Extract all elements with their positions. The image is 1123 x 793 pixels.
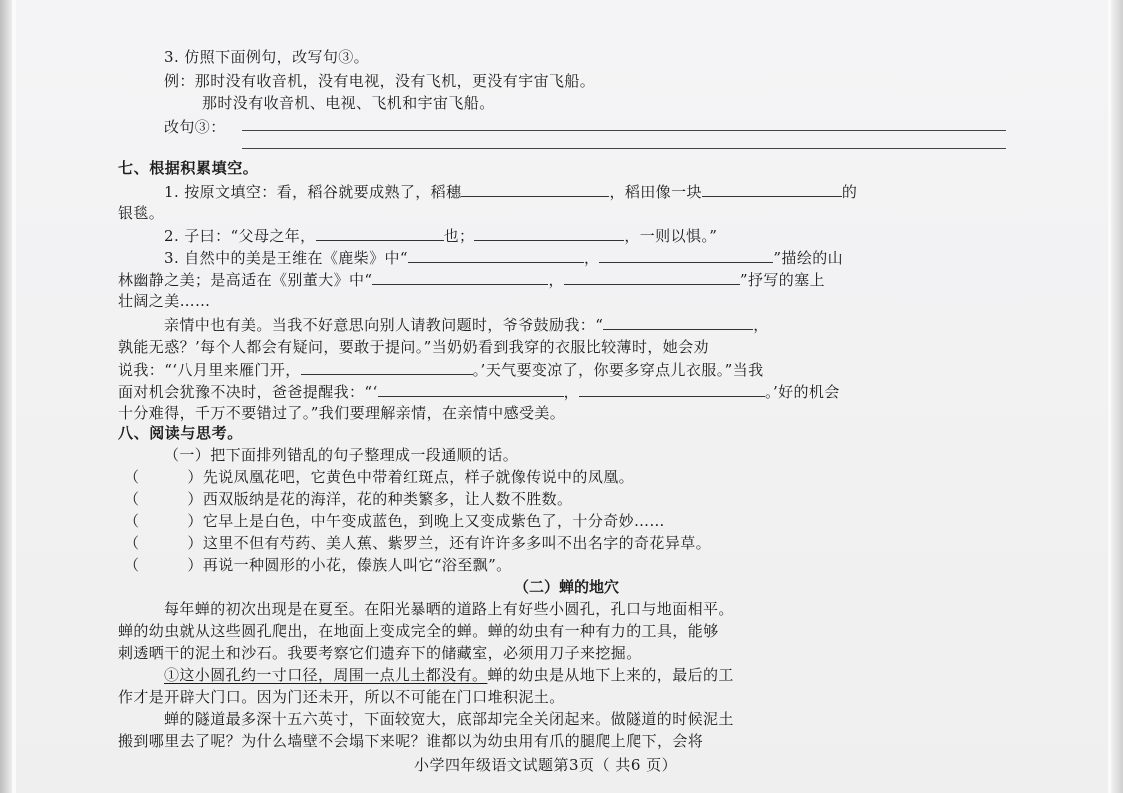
family-paragraph-line-3 (118, 358, 763, 381)
rewrite-label: 改句③： (164, 118, 226, 136)
fill-item-3-text-a: 3. 自然中的美是王维在《鹿柴》中“ (164, 249, 408, 267)
passage-para-2-rest: 蝉的幼虫是从地下上来的，最后的工 (487, 666, 734, 684)
page-edge-left (0, 0, 12, 793)
order-bracket-open: （ (124, 512, 140, 530)
underlined-sentence-1: ①这小圆孔约一寸口径，周围一点儿土都没有。 (164, 666, 488, 684)
exam-sheet (16, 0, 1108, 793)
order-bracket-close: ） (187, 512, 203, 530)
passage-para-2-line-1 (164, 664, 734, 686)
family-paragraph-text-d: 说我：“‘八月里来雁门开， (118, 361, 301, 379)
sentence-text-2: 西双版纳是花的海洋，花的种类繁多，让人数不胜数。 (202, 490, 573, 508)
fill-item-2-text-c: ，一则以惧。” (624, 227, 718, 245)
fill-item-1 (164, 180, 857, 203)
family-paragraph-text-e: 。’天气要变凉了，你要多穿点儿衣服。”当我 (472, 361, 764, 379)
passage-para-3-line-2: 搬到哪里去了呢？为什么墙壁不会塌下来呢？谁都以为幼虫用有爪的腿爬上爬下，会将 (118, 732, 704, 750)
passage-para-3-line-1: 蝉的隧道最多深十五六英寸，下面较宽大，底部却完全关闭起来。做隧道的时候泥土 (164, 710, 734, 728)
fill-blank-4-4[interactable] (579, 380, 765, 397)
passage-para-2-line-2: 作才是开辟大门口。因为门还未开，所以不可能在门口堆积泥土。 (118, 688, 565, 706)
family-paragraph-text-h: 。’好的机会 (765, 383, 840, 401)
family-paragraph-line-4 (118, 380, 840, 403)
order-bracket-close: ） (187, 468, 203, 486)
fill-blank-4-3[interactable] (378, 380, 564, 397)
fill-item-3-line-3: 壮阔之美…… (118, 292, 211, 310)
fill-item-1-text-a: 1. 按原文填空：看，稻谷就要成熟了，稻穗 (164, 183, 462, 201)
sentence-text-4: 这里不但有芍药、美人蕉、紫罗兰，还有许许多多叫不出名字的奇花异草。 (202, 534, 712, 552)
example-sentence-2: 那时没有收音机、电视、飞机和宇宙飞船。 (202, 94, 495, 112)
order-bracket-close: ） (187, 556, 203, 574)
fill-blank-1-1[interactable] (461, 180, 609, 197)
order-bracket-close: ） (187, 534, 203, 552)
fill-blank-2-1[interactable] (316, 224, 444, 241)
rewrite-answer-line-2[interactable] (242, 148, 1006, 149)
fill-item-3-text-d: 林幽静之美；是高适在《别董大》中“ (118, 271, 373, 289)
sentence-text-3: 它早上是白色，中午变成蓝色，到晚上又变成紫色了，十分奇妙…… (202, 512, 665, 530)
fill-item-2-text-a: 2. 子曰：“父母之年， (164, 227, 316, 245)
example-sentence-1: 例：那时没有收音机，没有电视，没有飞机，更没有宇宙飞船。 (164, 72, 596, 90)
sentence-row-5 (124, 554, 512, 576)
family-paragraph-text-f: 面对机会犹豫不决时，爸爸提醒我：“‘ (118, 383, 378, 401)
family-paragraph-line-2: 孰能无惑？’每个人都会有疑问，要敢于提问。”当奶奶看到我穿的衣服比较薄时，她会劝 (118, 338, 709, 356)
sentence-row-3 (124, 510, 665, 532)
reading-part-2-title: （二）蝉的地穴 (514, 578, 620, 596)
passage-para-1-line-3: 刺透晒干的泥土和沙石。我要考察它们遗弃下的储藏室，必须用刀子来挖掘。 (118, 644, 642, 662)
fill-item-2 (164, 224, 717, 247)
order-bracket-open: （ (124, 468, 140, 486)
sentence-text-5: 再说一种圆形的小花，傣族人叫它“浴至飘”。 (202, 556, 512, 574)
fill-item-1-text-c: 的 (841, 183, 858, 201)
family-paragraph-line-1 (164, 313, 769, 336)
fill-item-2-text-b: 也； (443, 227, 475, 245)
family-paragraph-text-g: ， (563, 383, 580, 401)
passage-para-1-line-1: 每年蝉的初次出现是在夏至。在阳光暴晒的道路上有好些小圆孔，孔口与地面相平。 (164, 600, 734, 618)
order-bracket-open: （ (124, 534, 140, 552)
order-bracket-open: （ (124, 556, 140, 574)
fill-item-3-text-e: ， (548, 271, 564, 289)
section-8-heading: 八、阅读与思考。 (118, 424, 243, 442)
family-paragraph-text-a: 亲情中也有美。当我不好意思向别人请教问题时，爷爷鼓励我：“ (164, 316, 604, 334)
sentence-row-1 (124, 466, 634, 488)
fill-blank-3-3[interactable] (372, 268, 548, 285)
fill-blank-4-2[interactable] (301, 358, 473, 375)
sentence-row-2 (124, 488, 572, 510)
order-bracket-open: （ (124, 490, 140, 508)
fill-blank-4-1[interactable] (603, 313, 753, 330)
fill-item-3-text-c: ”描绘的山 (773, 249, 844, 267)
fill-blank-1-2[interactable] (702, 180, 842, 197)
section-7-heading: 七、根据积累填空。 (118, 159, 259, 177)
question-3-title: 3. 仿照下面例句，改写句③。 (164, 48, 370, 66)
sentence-row-4 (124, 532, 711, 554)
fill-item-1-text-b: ，稻田像一块 (609, 183, 702, 201)
fill-blank-3-1[interactable] (408, 246, 584, 263)
fill-item-1-continuation: 银毯。 (118, 204, 165, 222)
reading-part-1-title: （一）把下面排列错乱的句子整理成一段通顺的话。 (164, 446, 519, 464)
page-footer: 小学四年级语文试题第3页（ 共6 页） (414, 756, 678, 774)
rewrite-answer-line-1[interactable] (242, 130, 1006, 131)
passage-para-1-line-2: 蝉的幼虫就从这些圆孔爬出，在地面上变成完全的蝉。蝉的幼虫有一种有力的工具，能够 (118, 622, 719, 640)
fill-item-3-text-f: ”抒写的塞上 (739, 271, 825, 289)
fill-item-3-line-2 (118, 268, 825, 291)
fill-blank-2-2[interactable] (474, 224, 624, 241)
sentence-text-1: 先说凤凰花吧，它黄色中带着红斑点，样子就像传说中的凤凰。 (202, 468, 635, 486)
fill-blank-3-4[interactable] (564, 268, 740, 285)
fill-blank-3-2[interactable] (599, 246, 773, 263)
order-bracket-close: ） (187, 490, 203, 508)
page-edge-right (1111, 0, 1123, 793)
family-paragraph-text-b: ， (753, 316, 769, 334)
family-paragraph-line-5: 十分难得，千万不要错过了。”我们要理解亲情，在亲情中感受美。 (118, 404, 566, 422)
fill-item-3-text-b: ， (583, 249, 600, 267)
fill-item-3 (164, 246, 843, 269)
